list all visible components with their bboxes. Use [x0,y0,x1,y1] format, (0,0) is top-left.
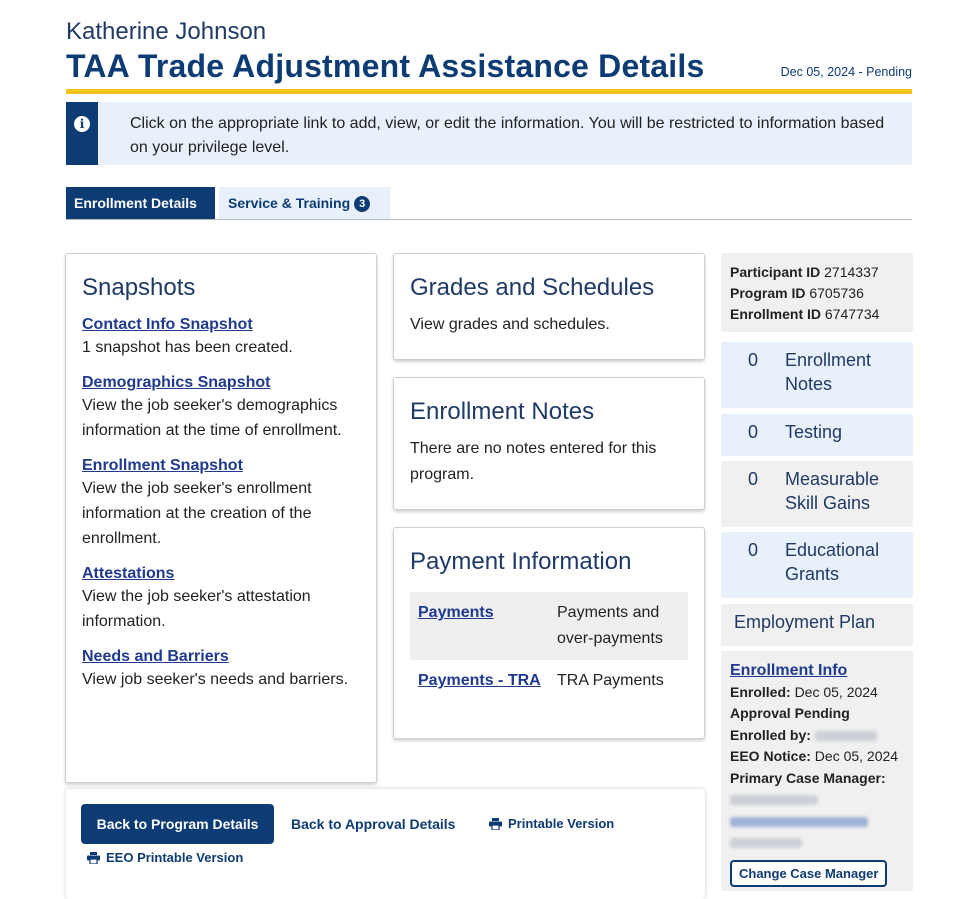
participant-id: 2714337 [824,264,879,280]
status-date: Dec 05, 2024 - Pending [780,65,912,79]
attestations-link[interactable]: Attestations [82,565,175,582]
measurable-skill-gains-counter[interactable] [721,461,913,527]
printer-icon [87,852,100,864]
eeo-printable-version-label: EEO Printable Version [106,850,244,865]
list-item [82,456,360,551]
tab-count-badge: 3 [354,196,370,212]
title-divider [66,89,912,94]
needs-barriers-link[interactable]: Needs and Barriers [82,648,229,665]
snapshot-desc: View the job seeker's attestation information. [82,588,311,630]
participant-name: Katherine Johnson [66,18,267,45]
counter-value: 0 [747,540,758,560]
info-icon: i [74,116,90,132]
enrollment-notes-card[interactable] [393,377,705,510]
back-to-approval-button[interactable]: Back to Approval Details [291,816,456,832]
snapshot-desc: View the job seeker's enrollment information at the creation of the enrollment. [82,480,312,547]
payment-info-card [393,527,705,739]
tab-enrollment-details[interactable] [66,187,215,219]
eeo-notice-label: EEO Notice: [730,748,811,764]
counter-value: 0 [747,350,758,370]
educational-grants-counter[interactable] [721,532,913,598]
program-id: 6705736 [809,285,864,301]
tab-label: Enrollment Details [74,195,197,211]
testing-counter[interactable] [721,414,913,456]
enrolled-date: Dec 05, 2024 [794,683,878,700]
tab-bar [66,187,912,220]
printable-version-link[interactable] [489,816,614,831]
counter-value: 0 [747,422,758,442]
employment-plan-link[interactable]: Employment Plan [721,604,913,646]
counter-label: Measurable Skill Gains [785,469,880,513]
payment-desc: TRA Payments [557,672,664,689]
tab-service-training[interactable] [219,187,390,219]
grades-title[interactable]: Grades and Schedules [410,274,655,301]
counter-label: Enrollment Notes [785,350,872,394]
eeo-notice-date: Dec 05, 2024 [814,748,899,764]
enrollment-notes-desc: There are no notes entered for this program. [410,440,657,483]
enrolled-by-label: Enrolled by: [730,726,811,743]
snapshots-card [65,253,377,783]
enrollment-id: 6747734 [824,306,880,322]
counter-value: 0 [747,469,758,489]
snapshot-desc: 1 snapshot has been created. [82,339,293,356]
redacted-case-manager [730,795,818,805]
page-title: TAA Trade Adjustment Assistance Details [66,48,705,84]
id-summary [721,253,913,332]
grades-card[interactable] [393,253,705,360]
enrollment-info-link[interactable]: Enrollment Info [730,662,848,679]
redacted-phone [730,838,802,848]
payments-link[interactable]: Payments [418,604,494,621]
program-id-label: Program ID [730,285,806,301]
list-item [82,564,360,634]
enrollment-snapshot-link[interactable]: Enrollment Snapshot [82,457,243,474]
enrollment-notes-title[interactable]: Enrollment Notes [410,398,595,425]
redacted-email [730,817,868,827]
payment-table [410,592,688,702]
enrollment-info-panel [721,651,913,891]
snapshot-desc: View job seeker's needs and barriers. [82,671,349,688]
back-to-program-button[interactable]: Back to Program Details [81,804,274,844]
counter-label: Testing [785,422,843,442]
contact-info-snapshot-link[interactable]: Contact Info Snapshot [82,316,253,333]
eeo-printable-version-link[interactable] [87,850,243,865]
payment-desc: Payments and over-payments [549,592,688,660]
payment-info-title: Payment Information [410,548,632,575]
table-row [410,660,688,702]
printer-icon [489,818,502,830]
grades-desc: View grades and schedules. [410,316,610,333]
change-case-manager-button[interactable]: Change Case Manager [730,860,887,888]
snapshots-title: Snapshots [82,274,196,301]
action-bar [66,789,705,899]
participant-id-label: Participant ID [730,264,821,280]
enrollment-notes-counter[interactable] [721,342,913,408]
snapshot-desc: View the job seeker's demographics information at the time of enrollment. [82,397,342,439]
approval-status: Approval Pending [730,705,850,721]
tab-label: Service & Training [228,195,351,211]
case-manager-label: Primary Case Manager: [730,769,886,786]
list-item [82,373,360,443]
list-item [82,315,360,360]
printable-version-label: Printable Version [508,816,615,831]
redacted-name [815,731,877,741]
enrollment-id-label: Enrollment ID [730,306,822,322]
demographics-snapshot-link[interactable]: Demographics Snapshot [82,374,271,391]
payments-tra-link[interactable]: Payments - TRA [418,672,541,689]
table-row [410,592,688,660]
alert-bar [66,102,98,165]
enrolled-label: Enrolled: [730,683,791,700]
info-alert [66,102,912,165]
list-item [82,647,360,692]
alert-text: Click on the appropriate link to add, view, or edit the information. You will be restricted to information based on your privilege level. [130,115,885,156]
counter-label: Educational Grants [785,540,880,584]
